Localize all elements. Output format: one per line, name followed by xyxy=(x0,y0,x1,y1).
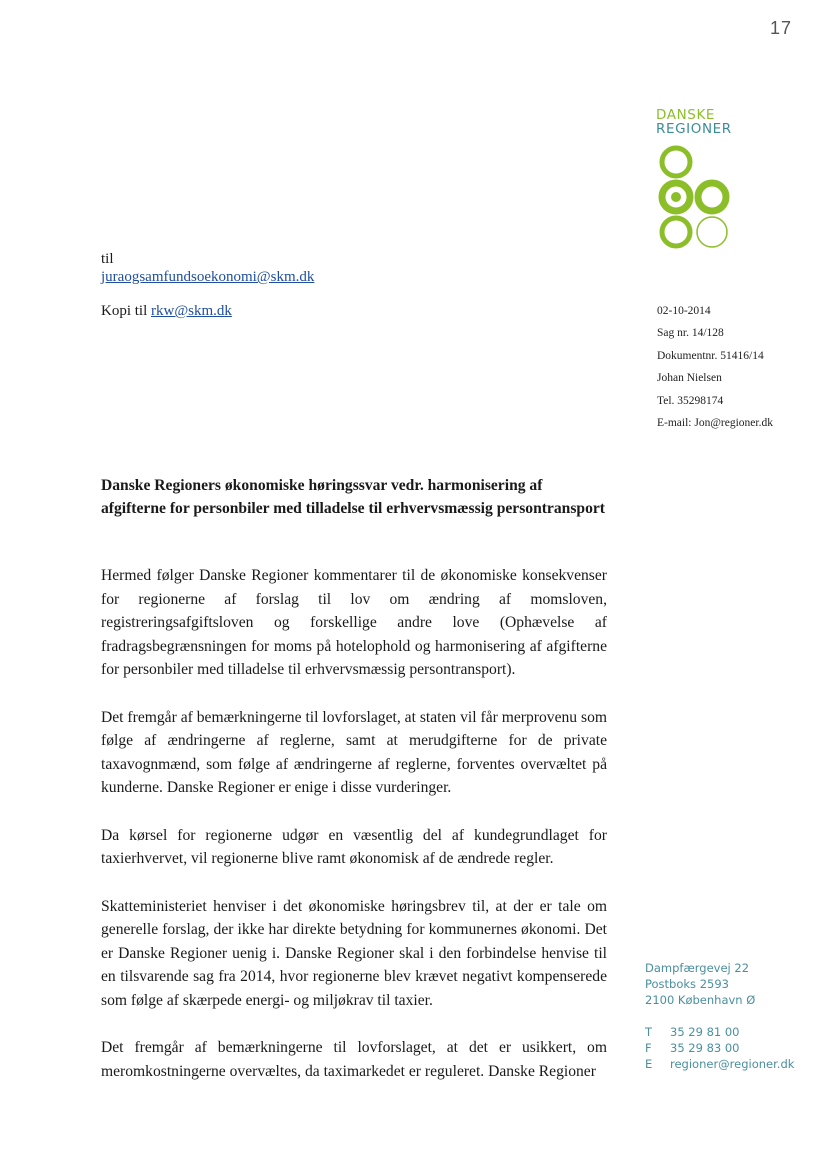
contact-pobox: Postboks 2593 xyxy=(645,977,729,991)
recipient-block xyxy=(101,250,314,286)
logo-text-line2: REGIONER xyxy=(656,121,732,137)
meta-document-number: Dokumentnr. 51416/14 xyxy=(657,349,764,362)
contact-street: Dampfærgevej 22 xyxy=(645,961,750,975)
meta-phone: Tel. 35298174 xyxy=(657,394,724,407)
contact-fax-label: F xyxy=(645,1041,652,1055)
body-paragraph: Hermed følger Danske Regioner kommentarer til de økonomiske konsekvenser for regionerne af forslag til lov om ændring af momsloven, registreringsafgiftsloven og forskellige andre love (Ophævelse af fradragsbegrænsningen for moms på hotelophold og harmonisering af afgifterne for personbiler med tilladelse til erhvervsmæssig persontransport). xyxy=(101,567,607,678)
contact-email[interactable]: regioner@regioner.dk xyxy=(670,1057,795,1071)
contact-phone-label: T xyxy=(645,1025,653,1039)
contact-phone-row xyxy=(645,1024,794,1040)
meta-date: 02-10-2014 xyxy=(657,305,711,317)
contact-email-row xyxy=(645,1056,794,1072)
contact-email-label: E xyxy=(645,1057,653,1071)
logo-circles-icon xyxy=(656,144,736,256)
body-paragraph: Da kørsel for regionerne udgør en væsentlig del af kundegrundlaget for taxierhvervet, vil regionerne blive ramt økonomisk af de ændrede regler. xyxy=(101,826,607,867)
contact-footer xyxy=(645,960,794,1072)
document-meta xyxy=(657,300,773,434)
to-email-link[interactable]: juraogsamfundsoekonomi@skm.dk xyxy=(101,269,315,285)
contact-fax-row xyxy=(645,1040,794,1056)
body-paragraph: Det fremgår af bemærkningerne til lovforslaget, at det er usikkert, om meromkostningerne overvæltes, da taximarkedet er reguleret. Danske Regioner xyxy=(101,1039,607,1080)
danske-regioner-logo xyxy=(656,108,746,136)
contact-address xyxy=(645,960,794,1008)
letter-subject: Danske Regioners økonomiske høringssvar vedr. harmonisering af afgifterne for personbiler med tilladelse til erhvervsmæssig persontransport xyxy=(101,477,605,517)
copy-block xyxy=(101,303,232,320)
copy-email-link[interactable]: rkw@skm.dk xyxy=(151,303,232,319)
to-label: til xyxy=(101,251,114,267)
body-paragraph: Det fremgår af bemærkningerne til lovforslaget, at staten vil får merprovenu som følge af ændringerne af reglerne, samt at merudgifterne for de private taxavognmænd, som følge af ændringerne af reglerne, forventes overvæltet på kunderne. Danske Regioner er enige i disse vurderinger. xyxy=(101,708,607,796)
meta-email: E-mail: Jon@regioner.dk xyxy=(657,417,773,430)
meta-case-number: Sag nr. 14/128 xyxy=(657,327,724,340)
letter-body xyxy=(101,564,607,1107)
meta-author-name: Johan Nielsen xyxy=(657,372,722,385)
contact-city: 2100 København Ø xyxy=(645,993,756,1007)
contact-fax: 35 29 83 00 xyxy=(670,1041,740,1055)
contact-phone: 35 29 81 00 xyxy=(670,1025,740,1039)
logo-text-line1: DANSKE xyxy=(656,107,716,123)
copy-label: Kopi til xyxy=(101,303,148,319)
body-paragraph: Skatteministeriet henviser i det økonomiske høringsbrev til, at der er tale om generelle forslag, der ikke har direkte betydning for kommunernes økonomi. Det er Danske Regioner uenig i. Danske Regioner skal i den forbindelse henvise til en tilsvarende sag fra 2014, hvor regionerne blev krævet negativt kompenserede som følge af skærpede energi- og miljøkrav til taxier. xyxy=(101,897,607,1009)
page-number: 17 xyxy=(770,18,793,38)
